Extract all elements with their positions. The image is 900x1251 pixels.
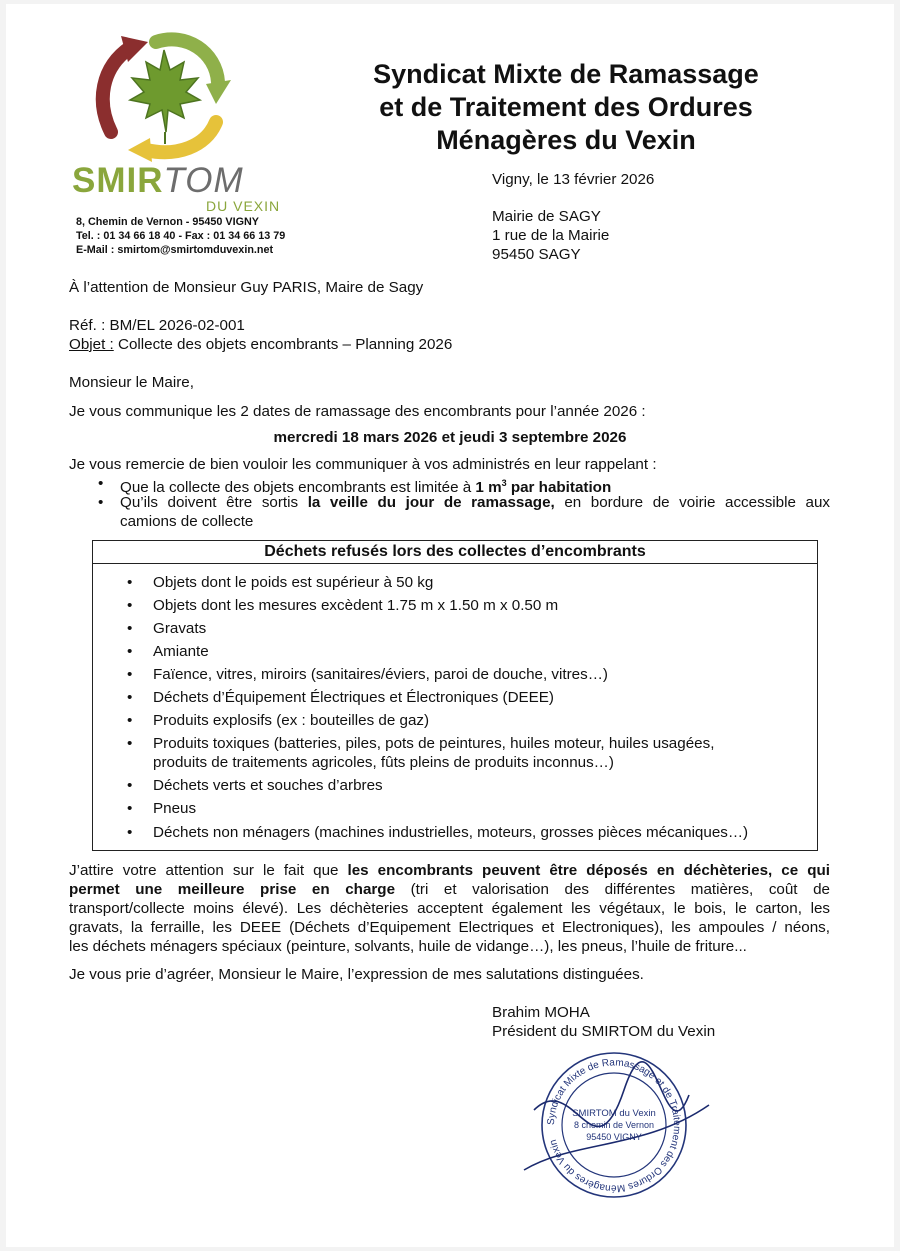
reference: Réf. : BM/EL 2026-02-001 xyxy=(69,317,245,334)
refused-item: • Objets dont les mesures excèdent 1.75 m x 1.50 m x 0.50 m xyxy=(153,596,558,615)
refused-item: • Objets dont le poids est supérieur à 50 kg xyxy=(153,573,433,592)
place-date: Vigny, le 13 février 2026 xyxy=(492,171,655,188)
refused-waste-title: Déchets refusés lors des collectes d’encombrants xyxy=(93,541,817,564)
refused-item: • Faïence, vitres, miroirs (sanitaires/éviers, paroi de douche, vitres…) xyxy=(153,665,608,684)
intro-text: Je vous communique les 2 dates de ramassage des encombrants pour l’année 2026 : xyxy=(69,403,646,420)
paragraph-line: permet une meilleure prise en charge (tri et valorisation des différentes matières, coût de xyxy=(69,881,830,898)
signatory-name: Brahim MOHA xyxy=(492,1004,590,1021)
refused-item: • Produits toxiques (batteries, piles, pots de peintures, huiles moteur, huiles usagées, xyxy=(153,734,714,753)
brand-subtitle: DU VEXIN xyxy=(206,198,281,214)
object-line: Objet : Collecte des objets encombrants – Planning 2026 xyxy=(69,336,453,353)
signatory-title: Président du SMIRTOM du Vexin xyxy=(492,1023,716,1040)
bullet-collection-eve-cont: camions de collecte xyxy=(120,513,254,530)
refused-item-cont: produits de traitements agricoles, fûts pleins de produits inconnus…) xyxy=(153,754,614,771)
sender-phone: Tel. : 01 34 66 18 40 - Fax : 01 34 66 13 79 xyxy=(76,230,286,242)
svg-text:Syndicat Mixte de Ramassage et: Syndicat Mixte de Ramassage et de Traitement des Ordures Ménagères du Vexin xyxy=(545,1057,683,1194)
refused-item: • Gravats xyxy=(153,619,206,638)
bullet-volume-limit: • Que la collecte des objets encombrants est limitée à 1 $m^3$ par habitation xyxy=(120,474,611,497)
refused-item: • Déchets verts et souches d’arbres xyxy=(153,776,383,795)
svg-text:8 chemin de Vernon: 8 chemin de Vernon xyxy=(573,1120,655,1130)
sender-email: E-Mail : smirtom@smirtomduvexin.net xyxy=(76,244,274,256)
bullet-collection-eve: • Qu’ils doivent être sortis la veille du jour de ramassage, en bordure de voirie accessible aux xyxy=(120,493,830,512)
svg-text:SMIRTOM du Vexin: SMIRTOM du Vexin xyxy=(572,1108,656,1119)
official-stamp xyxy=(514,1050,714,1200)
refused-item: • Produits explosifs (ex : bouteilles de gaz) xyxy=(153,711,429,730)
refused-item: • Amiante xyxy=(153,642,209,661)
refused-item: • Pneus xyxy=(153,799,196,818)
salutation: Monsieur le Maire, xyxy=(69,374,194,391)
brand-name: SMIRTOM xyxy=(72,161,244,200)
paragraph-line: transport/collecte moins élevé). Les déchèteries acceptent également les végétaux, le bois, le carton, les xyxy=(69,900,830,917)
reminder-text: Je vous remercie de bien vouloir les communiquer à vos administrés en leur rappelant : xyxy=(69,456,657,473)
letter-page xyxy=(6,4,894,1247)
sender-address: 8, Chemin de Vernon - 95450 VIGNY xyxy=(76,216,260,228)
organization-title: Syndicat Mixte de Ramassage et de Traitement des Ordures Ménagères du Vexin xyxy=(373,59,759,155)
collection-dates: mercredi 18 mars 2026 et jeudi 3 septembre 2026 xyxy=(273,429,627,446)
refused-waste-box xyxy=(92,540,818,851)
paragraph-line: gravats, la ferraille, les DEEE (Déchets d’Equipement Electriques et Electroniques), les ampoules / néons, xyxy=(69,919,830,936)
refused-item: • Déchets d’Équipement Électriques et Électroniques (DEEE) xyxy=(153,688,554,707)
paragraph-line: J’attire votre attention sur le fait que les encombrants peuvent être déposés en déchèteries, ce qui xyxy=(69,862,830,879)
attention-line: À l’attention de Monsieur Guy PARIS, Maire de Sagy xyxy=(69,279,424,296)
recipient-address: Mairie de SAGY 1 rue de la Mairie 95450 SAGY xyxy=(492,208,610,263)
svg-text:95450 VIGNY: 95450 VIGNY xyxy=(586,1132,642,1142)
paragraph-line: les déchets ménagers spéciaux (peinture, solvants, huile de vidange…), les pneus, l’huile de friture... xyxy=(69,938,747,955)
refused-item: • Déchets non ménagers (machines industrielles, moteurs, grosses pièces mécaniques…) xyxy=(153,823,748,842)
closing-formula: Je vous prie d’agréer, Monsieur le Maire, l’expression de mes salutations distinguées. xyxy=(69,966,644,983)
